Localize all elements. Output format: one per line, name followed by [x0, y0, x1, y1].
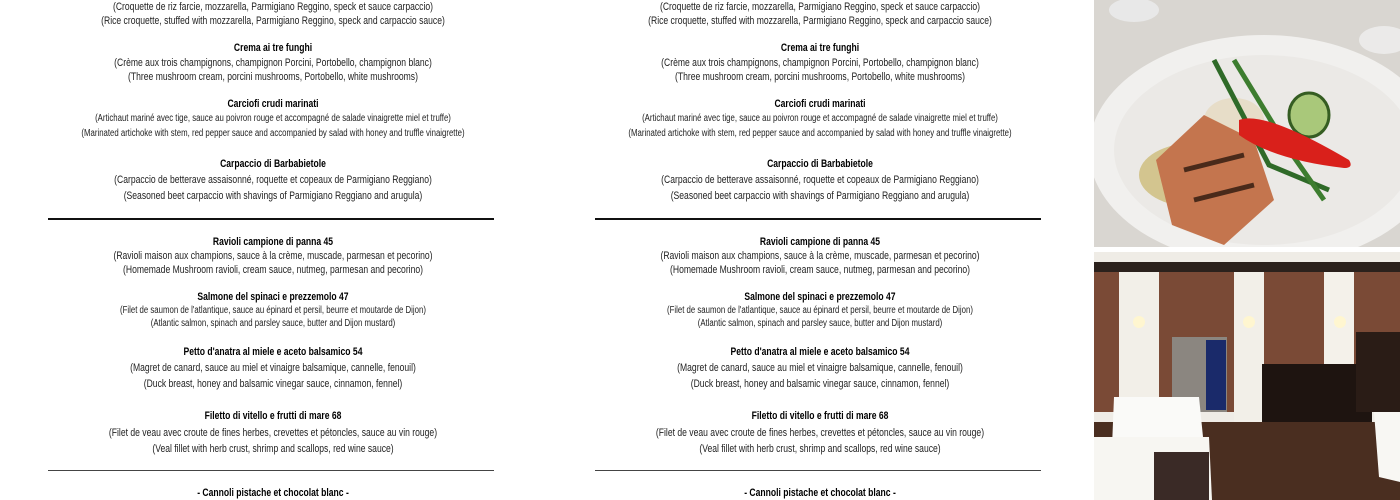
dish-description-english: (Seasoned beet carpaccio with shavings of Parmigiano Reggiano and arugula): [670, 190, 970, 202]
dish-title: Petto d'anatra al miele e aceto balsamico 54: [183, 346, 363, 358]
dish-description-french: (Croquette de riz farcie, mozzarella, Parmigiano Reggino, speck et sauce carpaccio): [113, 1, 433, 13]
dish-description-english: (Atlantic salmon, spinach and parsley sauce, butter and Dijon mustard): [697, 318, 943, 329]
dish-title: Salmone del spinaci e prezzemolo 47: [744, 291, 896, 303]
salmon-dish-photo: [1094, 0, 1400, 247]
dish-description-french: (Artichaut mariné avec tige, sauce au poivron rouge et accompagné de salade vinaigrette miel et truffe): [95, 113, 451, 124]
dish-title: Carpaccio di Barbabietole: [767, 158, 873, 170]
dish-description-french: (Crème aux trois champignons, champignon Porcini, Portobello, champignon blanc): [114, 57, 432, 69]
dish-description-english: (Duck breast, honey and balsamic vinegar sauce, cinnamon, fennel): [690, 378, 950, 390]
dish-description-english: (Rice croquette, stuffed with mozzarella, Parmigiano Reggino, speck and carpaccio sauce): [101, 15, 445, 27]
dish-title: Salmone del spinaci e prezzemolo 47: [197, 291, 349, 303]
restaurant-interior-photo: [1094, 252, 1400, 500]
menu-page-left: [0, 0, 546, 500]
dish-title: Filetto di vitello e frutti di mare 68: [204, 410, 342, 422]
dish-description-english: (Three mushroom cream, porcini mushrooms, Portobello, white mushrooms): [675, 71, 965, 83]
dish-description-english: (Veal fillet with herb crust, shrimp and scallops, red wine sauce): [699, 443, 941, 455]
dish-description-french: (Carpaccio de betterave assaisonné, roquette et copeaux de Parmigiano Reggiano): [114, 174, 432, 186]
dish-description-french: (Filet de saumon de l'atlantique, sauce au épinard et persil, beurre et moutarde de Dijon): [667, 305, 973, 316]
dish-description-english: (Marinated artichoke with stem, red pepper sauce and accompanied by salad with honey and truffle vinaigrette): [628, 128, 1012, 139]
dish-title: Ravioli campione di panna 45: [759, 236, 881, 248]
dish-description-english: (Duck breast, honey and balsamic vinegar sauce, cinnamon, fennel): [143, 378, 403, 390]
dish-title: Carpaccio di Barbabietole: [220, 158, 326, 170]
dish-title: Filetto di vitello e frutti di mare 68: [751, 410, 889, 422]
dish-description-french: (Filet de veau avec croute de fines herbes, crevettes et pétoncles, sauce au vin rouge): [655, 427, 985, 439]
dish-description-french: (Crème aux trois champignons, champignon Porcini, Portobello, champignon blanc): [661, 57, 979, 69]
dish-description-french: (Magret de canard, sauce au miel et vinaigre balsamique, cannelle, fenouil): [677, 362, 963, 374]
section-divider: [595, 470, 1041, 471]
section-divider: [48, 218, 494, 220]
dish-description-french: (Ravioli maison aux champions, sauce à la crème, muscade, parmesan et pecorino): [113, 250, 433, 262]
menu-page-right: [547, 0, 1093, 500]
dish-description-english: (Rice croquette, stuffed with mozzarella, Parmigiano Reggino, speck and carpaccio sauce): [648, 15, 992, 27]
dessert-title: - Cannoli pistache et chocolat blanc -: [744, 487, 896, 499]
dish-title: Petto d'anatra al miele e aceto balsamico 54: [730, 346, 910, 358]
dish-description-french: (Croquette de riz farcie, mozzarella, Parmigiano Reggino, speck et sauce carpaccio): [660, 1, 980, 13]
dish-description-french: (Ravioli maison aux champions, sauce à la crème, muscade, parmesan et pecorino): [660, 250, 980, 262]
dish-title: Ravioli campione di panna 45: [212, 236, 334, 248]
dish-description-english: (Homemade Mushroom ravioli, cream sauce, nutmeg, parmesan and pecorino): [670, 264, 970, 276]
dish-title: Crema ai tre funghi: [780, 42, 860, 54]
dish-title: Crema ai tre funghi: [233, 42, 313, 54]
dish-title: Carciofi crudi marinati: [774, 98, 866, 110]
dish-description-french: (Filet de veau avec croute de fines herbes, crevettes et pétoncles, sauce au vin rouge): [108, 427, 438, 439]
dish-title: Carciofi crudi marinati: [227, 98, 319, 110]
dish-description-english: (Three mushroom cream, porcini mushrooms, Portobello, white mushrooms): [128, 71, 418, 83]
dish-description-english: (Atlantic salmon, spinach and parsley sauce, butter and Dijon mustard): [150, 318, 396, 329]
section-divider: [48, 470, 494, 471]
dish-description-french: (Artichaut mariné avec tige, sauce au poivron rouge et accompagné de salade vinaigrette miel et truffe): [642, 113, 998, 124]
dish-description-french: (Carpaccio de betterave assaisonné, roquette et copeaux de Parmigiano Reggiano): [661, 174, 979, 186]
dish-description-french: (Filet de saumon de l'atlantique, sauce au épinard et persil, beurre et moutarde de Dijon): [120, 305, 426, 316]
section-divider: [595, 218, 1041, 220]
dish-description-english: (Veal fillet with herb crust, shrimp and scallops, red wine sauce): [152, 443, 394, 455]
dish-description-french: (Magret de canard, sauce au miel et vinaigre balsamique, cannelle, fenouil): [130, 362, 416, 374]
dessert-title: - Cannoli pistache et chocolat blanc -: [197, 487, 349, 499]
dish-description-english: (Seasoned beet carpaccio with shavings of Parmigiano Reggiano and arugula): [123, 190, 423, 202]
dish-description-english: (Marinated artichoke with stem, red pepper sauce and accompanied by salad with honey and truffle vinaigrette): [81, 128, 465, 139]
dish-description-english: (Homemade Mushroom ravioli, cream sauce, nutmeg, parmesan and pecorino): [123, 264, 423, 276]
